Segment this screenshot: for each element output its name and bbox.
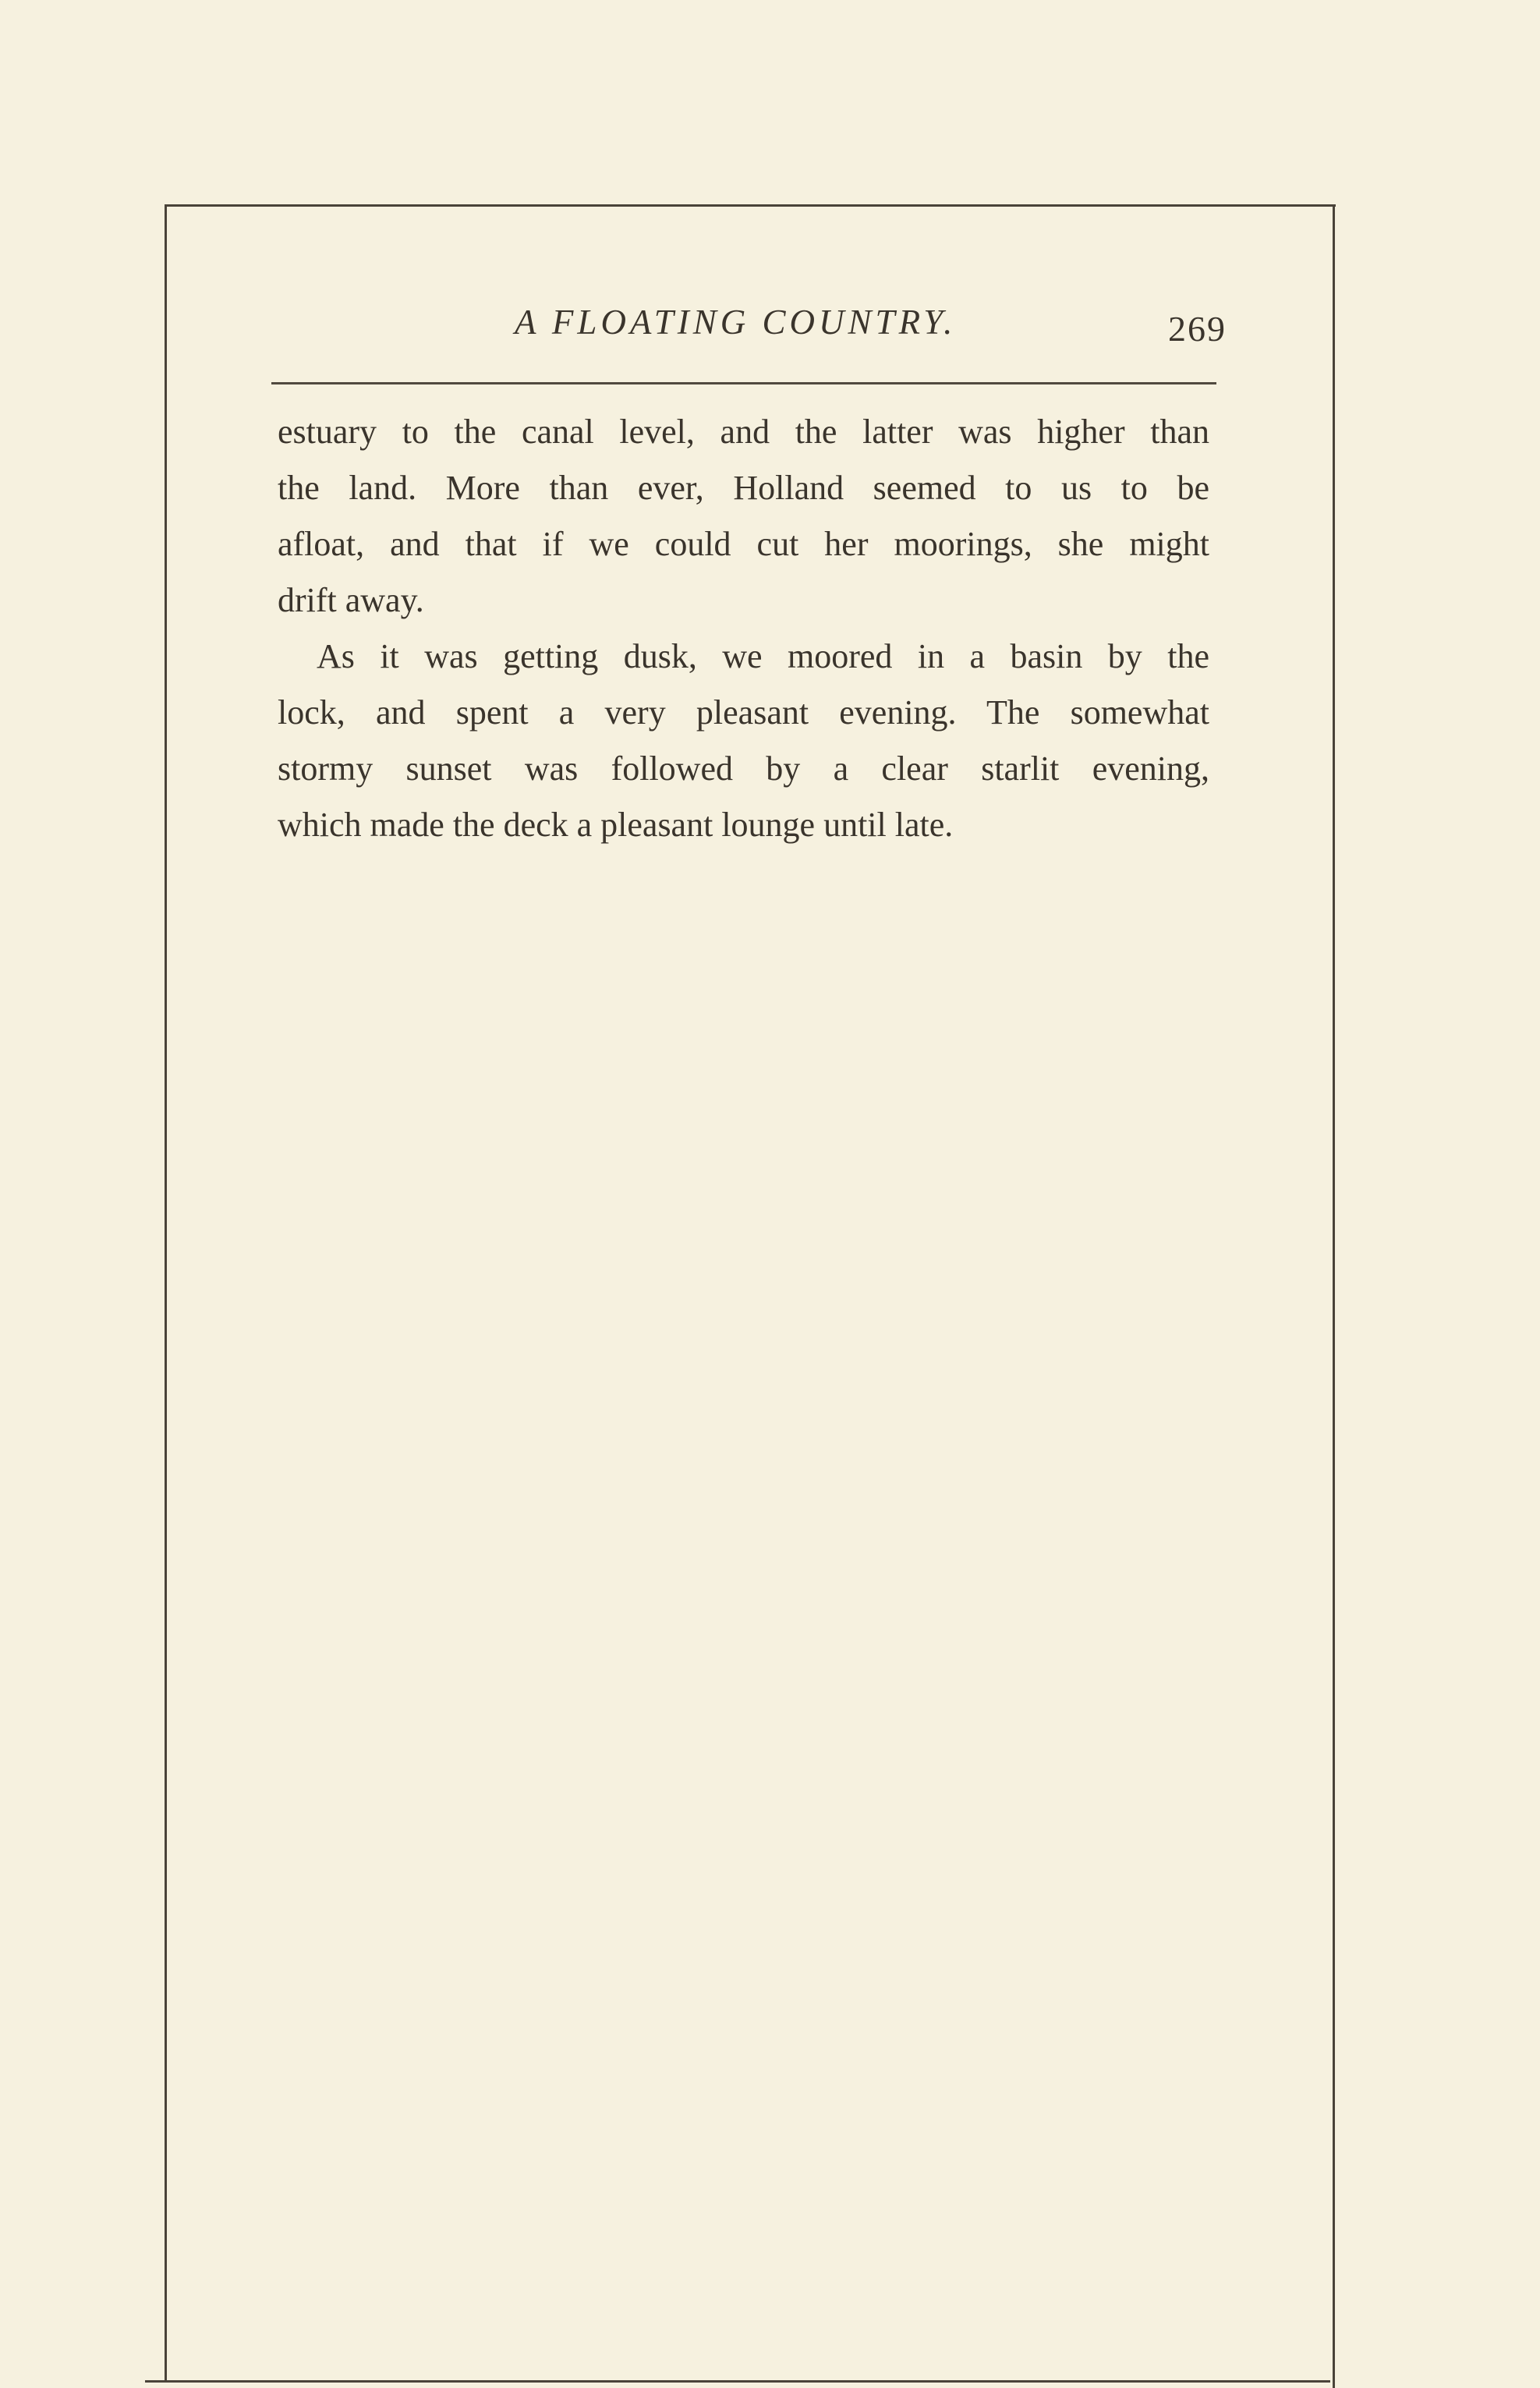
frame-right-rule — [1333, 204, 1335, 2388]
paragraph-1-line-2: the land. More than ever, Holland seemed to us to be — [278, 469, 1209, 507]
frame-left-rule — [165, 204, 167, 2381]
frame-top-rule — [166, 204, 1336, 207]
paragraph-2-line-2: lock, and spent a very pleasant evening. The somewhat — [278, 693, 1209, 732]
running-title: A FLOATING COUNTRY. — [515, 303, 957, 342]
frame-bottom-rule — [145, 2380, 1330, 2383]
paragraph-1-line-1: estuary to the canal level, and the latter was higher than — [278, 413, 1209, 451]
body-text — [278, 404, 1209, 853]
paragraph-1-line-4: drift away. — [278, 581, 424, 619]
paragraph-2-line-4: which made the deck a pleasant lounge until late. — [278, 806, 954, 844]
page-number: 269 — [1168, 309, 1227, 349]
paragraph-1-line-3: afloat, and that if we could cut her moorings, she might — [278, 525, 1209, 563]
paragraph-2-line-1: As it was getting dusk, we moored in a basin by the — [317, 637, 1209, 675]
header-rule — [271, 382, 1216, 384]
paragraph-2-line-3: stormy sunset was followed by a clear starlit evening, — [278, 749, 1209, 788]
